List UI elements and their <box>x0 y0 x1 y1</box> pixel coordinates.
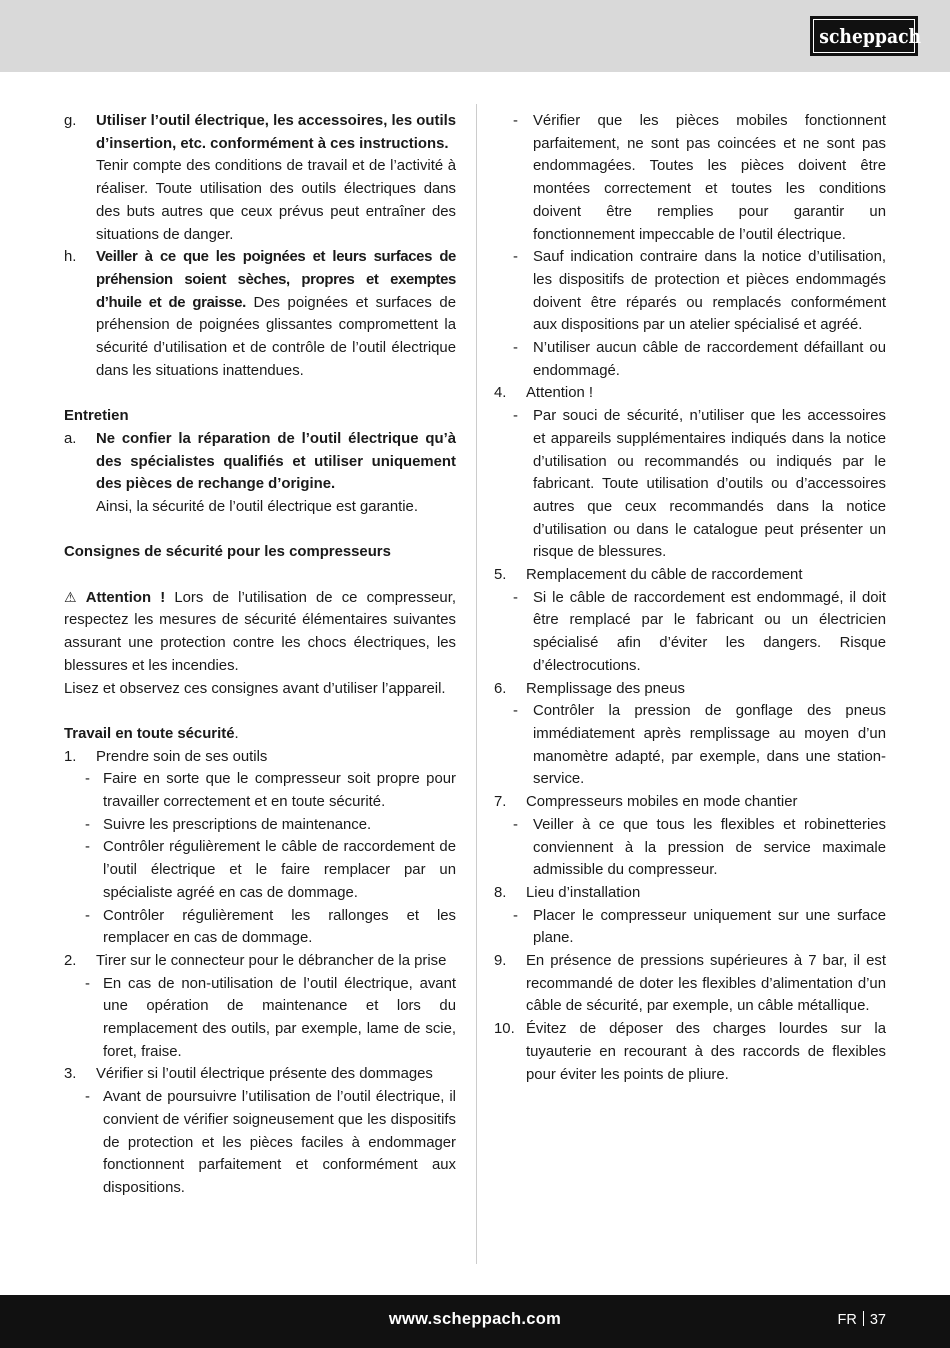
dash-bullet: - <box>85 907 90 924</box>
item-text: Lieu d’installation <box>526 884 641 901</box>
sub-item-text: N’utiliser aucun câble de raccordement défaillant ou endommagé. <box>533 340 886 379</box>
attention-text: Lors de l’utilisation de ce compresseur, respectez les mesures de sécurité élémentaires suivantes assurant une protection contre les chocs électriques, les blessures et les incendies. <box>64 589 456 674</box>
item-marker: g. <box>64 113 77 129</box>
page-separator <box>863 1311 864 1326</box>
page-header <box>0 0 950 72</box>
numbered-item <box>494 382 886 405</box>
sub-item-text: Veiller à ce que tous les flexibles et robinetteries conviennent à la pression de service maximale admissible du compresseur. <box>533 816 886 879</box>
item-text: Remplissage des pneus <box>526 680 685 697</box>
dash-bullet: - <box>513 408 518 425</box>
sub-item-text: Vérifier que les pièces mobiles fonctionnent parfaitement, ne sont pas coincées et ne sont pas endommagées. Toutes les pièces doivent être montées correctement et toutes les conditions doivent être remplies pour garantir un fonctionnement impeccable de l’outil électrique. <box>533 113 886 243</box>
sub-item <box>64 814 456 837</box>
travail-heading-row <box>64 723 456 746</box>
item-text: Compresseurs mobiles en mode chantier <box>526 794 798 811</box>
page-footer <box>0 1295 950 1348</box>
sub-item <box>494 405 886 564</box>
website-url[interactable]: www.scheppach.com <box>388 1310 562 1328</box>
sub-item <box>64 1086 456 1200</box>
sub-item <box>494 337 886 382</box>
dash-bullet: - <box>513 340 518 357</box>
compressor-heading: Consignes de sécurité pour les compresseurs <box>64 544 391 561</box>
dash-bullet: - <box>85 816 90 833</box>
item-marker: 6. <box>494 680 507 697</box>
item-text: En présence de pressions supérieures à 7 bar, il est recommandé de doter les flexibles d’alimentation d’un câble de sécurité, par exemple, un câble métallique. <box>526 953 886 1015</box>
sub-item-text: Si le câble de raccordement est endommagé, il doit être remplacé par le fabricant ou un électricien spécialisé afin d’éviter les dangers. Risque d’électrocutions. <box>533 589 886 674</box>
item-h-text: Des poignées et surfaces de préhension de poignées glissantes compromettent la sécurité d’utilisation et de contrôle de l’outil électrique dans les situations inattendues. <box>96 294 456 379</box>
item-g <box>64 110 456 246</box>
sub-item <box>494 905 886 950</box>
dash-bullet: - <box>85 975 90 992</box>
sub-item-text: Sauf indication contraire dans la notice d’utilisation, les dispositifs de protection et pièces endommagés doivent être réparés ou remplacés conformément aux dispositions par un atelier spécialisé et agréé. <box>533 249 886 334</box>
sub-item <box>494 587 886 678</box>
sub-item <box>64 973 456 1064</box>
dash-bullet: - <box>513 249 518 266</box>
right-numbered-list <box>494 382 886 1086</box>
item-text: Tirer sur le connecteur pour le débrancher de la prise <box>96 952 447 969</box>
attention-paragraph <box>64 587 456 678</box>
entretien-heading: Entretien <box>64 408 129 425</box>
sub-item-text: Placer le compresseur uniquement sur une surface plane. <box>533 907 886 947</box>
sub-item-text: Suivre les prescriptions de maintenance. <box>103 816 372 833</box>
sub-item-text: Contrôler la pression de gonflage des pneus immédiatement après remplissage au moyen d’un manomètre adapté, par exemple, dans une station-service. <box>533 703 886 788</box>
numbered-item <box>494 882 886 905</box>
item-g-bold: Utiliser l’outil électrique, les accessoires, les outils d’insertion, etc. conformément à ces instructions. <box>96 113 457 152</box>
item-text: Évitez de déposer des charges lourdes sur la tuyauterie en recourant à des raccords de flexibles pour éviter les points de pliure. <box>526 1021 886 1083</box>
travail-period: . <box>234 725 239 742</box>
scheppach-logo <box>810 16 922 56</box>
item-marker: 4. <box>494 385 507 402</box>
item-h-bold: Veiller à ce que les poignées et leurs surfaces de préhension soient sèches, propres et exemptes d’huile et de graisse. <box>96 249 456 311</box>
attention-label: Attention ! <box>85 589 166 606</box>
continued-sub-list <box>494 110 886 382</box>
item-text: Remplacement du câble de raccordement <box>526 567 803 584</box>
dash-bullet: - <box>85 1089 90 1106</box>
dash-bullet: - <box>513 589 518 606</box>
language-code: FR <box>837 1312 857 1328</box>
item-h <box>64 246 456 382</box>
numbered-item <box>494 678 886 701</box>
dash-bullet: - <box>85 839 90 856</box>
item-a <box>64 428 456 519</box>
item-marker: 1. <box>64 748 77 765</box>
item-marker: 5. <box>494 567 507 584</box>
column-divider <box>476 104 477 1264</box>
item-marker: h. <box>64 249 77 266</box>
sub-item-text: Avant de poursuivre l’utilisation de l’outil électrique, il convient de vérifier soigneusement que les dispositifs de protection et les pièces faciles à endommager fonctionnent parfaitement et conformément aux dispositions. <box>103 1089 456 1196</box>
sub-item-text: Faire en sorte que le compresseur soit propre pour travailler correctement et en toute sécurité. <box>103 771 456 811</box>
sub-item <box>64 768 456 813</box>
warning-icon: ⚠ <box>64 588 77 605</box>
sub-item <box>494 110 886 246</box>
dash-bullet: - <box>513 703 518 720</box>
attention-text-2: Lisez et observez ces consignes avant d’utiliser l’appareil. <box>64 680 446 697</box>
numbered-item <box>494 950 886 1018</box>
numbered-item <box>64 746 456 769</box>
numbered-item <box>64 1063 456 1086</box>
numbered-item <box>494 564 886 587</box>
logo-text: scheppach <box>819 24 922 48</box>
item-marker: 10. <box>494 1021 515 1038</box>
sub-item-text: Contrôler régulièrement les rallonges et les remplacer en cas de dommage. <box>103 907 456 947</box>
item-a-bold: Ne confier la réparation de l’outil électrique qu’à des spécialistes qualifiés et utiliser uniquement des pièces de rechange d’origine. <box>96 430 456 493</box>
sub-item <box>494 700 886 791</box>
item-text: Attention ! <box>526 385 594 402</box>
sub-item <box>64 905 456 950</box>
dash-bullet: - <box>513 113 518 129</box>
dash-bullet: - <box>513 907 518 924</box>
item-marker: 9. <box>494 953 507 970</box>
numbered-item <box>494 1018 886 1086</box>
item-a-text: Ainsi, la sécurité de l’outil électrique est garantie. <box>96 498 418 515</box>
item-marker: 2. <box>64 952 77 969</box>
page-indicator <box>838 1311 886 1328</box>
item-text: Vérifier si l’outil électrique présente des dommages <box>96 1066 433 1083</box>
numbered-item <box>64 950 456 973</box>
sub-item <box>64 836 456 904</box>
item-marker: 3. <box>64 1066 77 1083</box>
item-text: Prendre soin de ses outils <box>96 748 268 765</box>
sub-item-text: Contrôler régulièrement le câble de raccordement de l’outil électrique et le faire remplacer par un spécialiste agréé en cas de dommage. <box>103 839 456 901</box>
sub-item <box>494 814 886 882</box>
item-marker: 7. <box>494 794 507 811</box>
travail-heading: Travail en toute sécurité <box>64 725 235 742</box>
left-column <box>64 110 456 1200</box>
right-column <box>494 110 886 1086</box>
item-marker: a. <box>64 430 77 447</box>
dash-bullet: - <box>513 816 518 833</box>
dash-bullet: - <box>85 771 90 788</box>
item-marker: 8. <box>494 884 507 901</box>
page-number: 37 <box>869 1312 886 1328</box>
sub-item-text: En cas de non-utilisation de l’outil électrique, avant une opération de maintenance et lors du remplacement des outils, par exemple, lame de scie, foret, fraise. <box>103 975 456 1060</box>
numbered-item <box>494 791 886 814</box>
item-g-text: Tenir compte des conditions de travail et de l’activité à réaliser. Toute utilisation des outils électriques dans des buts autres que ceux prévus peut entraîner des situations de danger. <box>96 158 456 243</box>
left-numbered-list <box>64 746 456 1200</box>
sub-item <box>494 246 886 337</box>
sub-item-text: Par souci de sécurité, n’utiliser que les accessoires et appareils supplémentaires indiqués dans la notice d’utilisation ou recommandés ou indiqués par le fabricant. Toute utilisation d’outils ou d’accessoires autres que ceux recommandés dans la notice d’utilisation ou dans le catalogue peut présenter un risque de blessures. <box>533 408 886 561</box>
